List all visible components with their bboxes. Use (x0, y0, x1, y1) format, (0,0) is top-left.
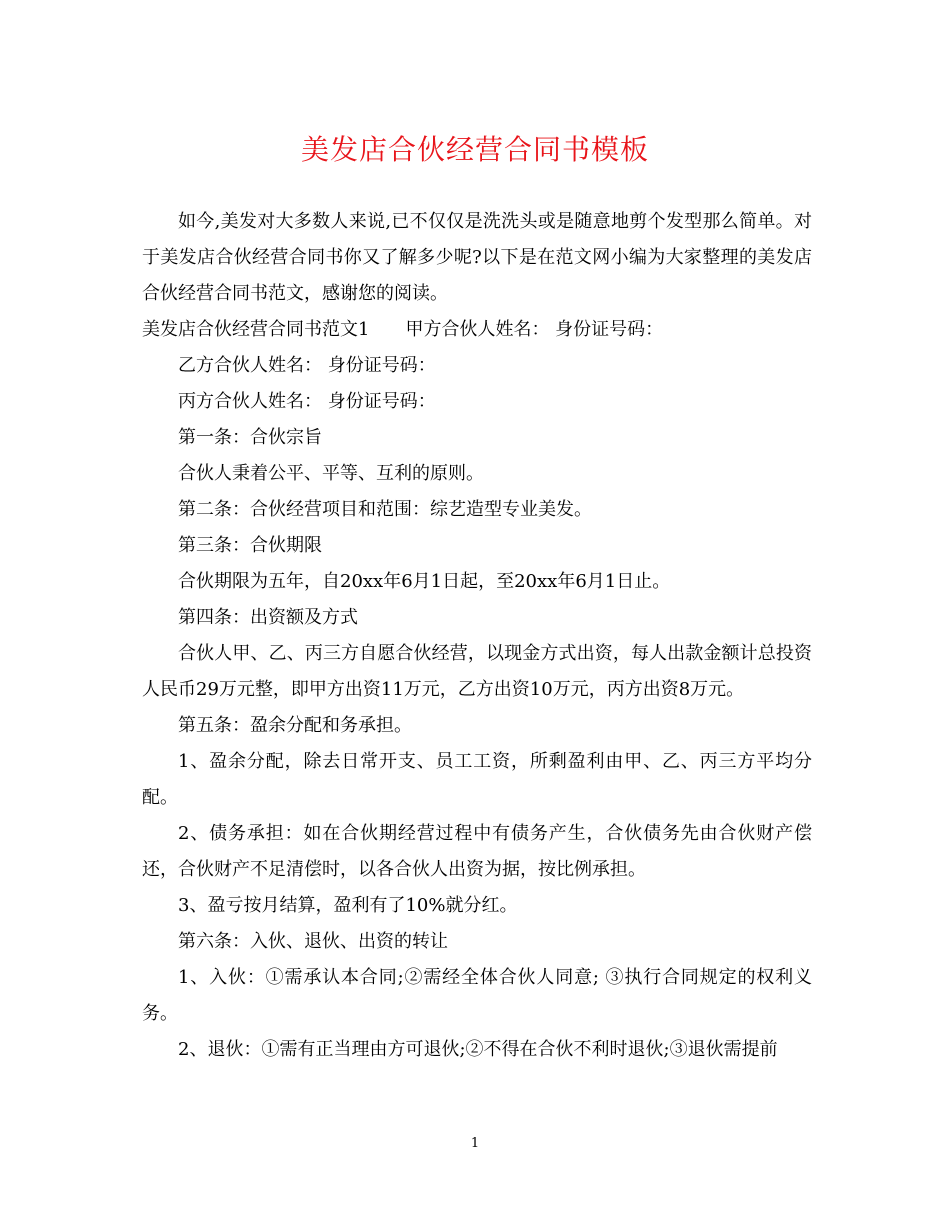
article-3-text: 合伙期限为五年，自20xx年6月1日起，至20xx年6月1日止。 (178, 571, 671, 592)
article-6-item-1: 1、入伙：①需承认本合同;②需经全体合伙人同意; ③执行合同规定的权利义务。 (142, 967, 812, 1024)
sample-heading-line (142, 312, 812, 348)
article-4-text: 合伙人甲、乙、丙三方自愿合伙经营，以现金方式出资，每人出款金额计总投资人民币29万元整，即甲方出资11万元，乙方出资10万元，丙方出资8万元。 (142, 643, 812, 700)
article-1-text: 合伙人秉着公平、平等、互利的原则。 (178, 463, 484, 484)
article-2-text: 第二条：合伙经营项目和范围：综艺造型专业美发。 (178, 499, 592, 520)
article-3-title: 第三条：合伙期限 (178, 535, 322, 556)
document-title: 美发店合伙经营合同书模板 (300, 133, 649, 166)
party-a-line: 甲方合伙人姓名： 身份证号码： (405, 319, 664, 340)
page-number: 1 (470, 1136, 480, 1151)
party-b-line: 乙方合伙人姓名： 身份证号码： (178, 355, 436, 376)
article-5-item-2: 2、债务承担：如在合伙期经营过程中有债务产生，合伙债务先由合伙财产偿还，合伙财产不足清偿时，以各合伙人出资为据，按比例承担。 (142, 823, 812, 880)
article-5-item-3: 3、盈亏按月结算，盈利有了10%就分红。 (178, 895, 518, 916)
article-6-item-2: 2、退伙：①需有正当理由方可退伙;②不得在合伙不利时退伙;③退伙需提前 (178, 1039, 778, 1060)
intro-paragraph: 如今,美发对大多数人来说,已不仅仅是洗洗头或是随意地剪个发型那么简单。对于美发店合伙经营合同书你又了解多少呢?以下是在范文网小编为大家整理的美发店合伙经营合同书范文，感谢您的阅读。 (142, 211, 812, 304)
article-6-title: 第六条：入伙、退伙、出资的转让 (178, 931, 448, 952)
document-body (142, 204, 812, 1068)
party-c-line: 丙方合伙人姓名： 身份证号码： (178, 391, 436, 412)
article-1-title: 第一条：合伙宗旨 (178, 427, 322, 448)
sample-heading: 美发店合伙经营合同书范文1 (142, 319, 370, 340)
article-5-title: 第五条：盈余分配和务承担。 (178, 715, 412, 736)
article-5-item-1: 1、盈余分配，除去日常开支、员工工资，所剩盈利由甲、乙、丙三方平均分配。 (142, 751, 812, 808)
article-4-title: 第四条：出资额及方式 (178, 607, 358, 628)
